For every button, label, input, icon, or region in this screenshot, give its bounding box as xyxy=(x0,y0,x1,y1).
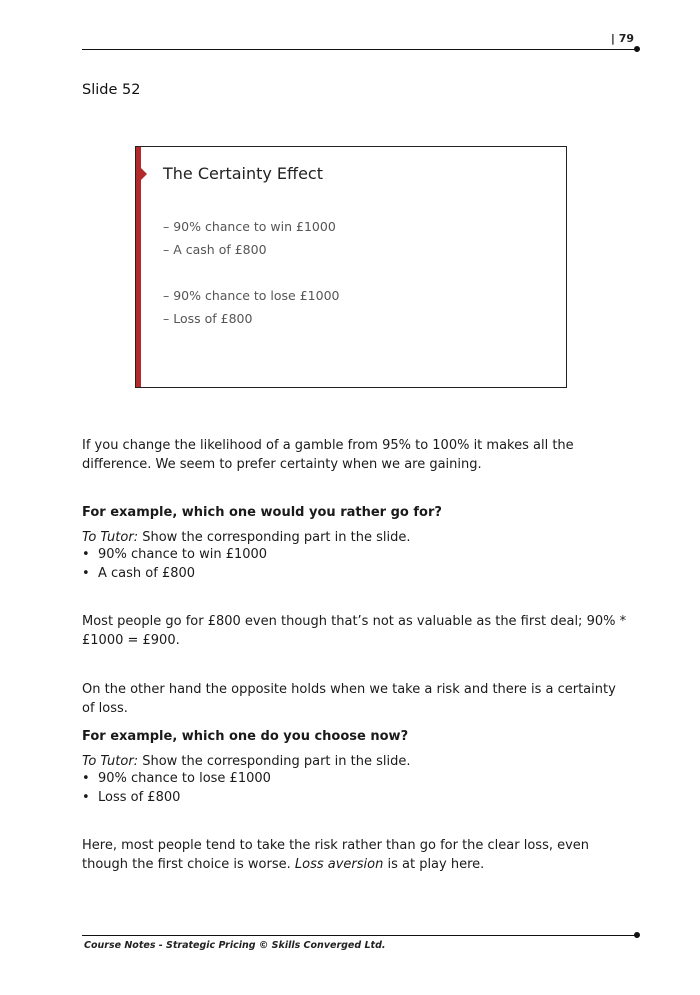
paragraph-2: Most people go for £800 even though that’s not as valuable as the first deal; 90% * £1000 = £900. xyxy=(82,614,627,648)
list-item: • A cash of £800 xyxy=(82,564,627,583)
slide-label: Slide 52 xyxy=(82,82,141,98)
slide-title: The Certainty Effect xyxy=(163,164,323,183)
example2-list xyxy=(82,769,627,807)
footer-rule xyxy=(82,935,637,936)
footer-text: Course Notes - Strategic Pricing © Skills Converged Ltd. xyxy=(84,940,386,951)
tutor-text: Show the corresponding part in the slide. xyxy=(138,530,411,545)
slide-arrow-icon xyxy=(140,167,147,181)
example1-heading: For example, which one would you rather go for? xyxy=(82,505,442,520)
slide-thumbnail xyxy=(135,146,567,388)
header-rule xyxy=(82,49,637,50)
paragraph-3: On the other hand the opposite holds when we take a risk and there is a certainty of loss. xyxy=(82,682,616,716)
tutor-label: To Tutor: xyxy=(82,530,139,545)
list-item: • 90% chance to lose £1000 xyxy=(82,769,627,788)
slide-line: – Loss of £800 xyxy=(163,311,253,326)
closing-text: Here, most people tend to take the risk rather than go for the clear loss, even though the first choice is worse. xyxy=(82,838,590,872)
closing-paragraph xyxy=(82,836,627,874)
closing-text-end: is at play here. xyxy=(383,857,485,872)
tutor-text: Show the corresponding part in the slide. xyxy=(138,754,411,769)
slide-accent-bar xyxy=(136,147,141,387)
tutor-label: To Tutor: xyxy=(82,754,139,769)
list-item: • Loss of £800 xyxy=(82,788,627,807)
header-rule-dot xyxy=(634,46,640,52)
footer-rule-dot xyxy=(634,932,640,938)
example1-list xyxy=(82,545,627,583)
slide-line: – 90% chance to win £1000 xyxy=(163,219,336,234)
intro-paragraph: If you change the likelihood of a gamble from 95% to 100% it makes all the difference. We seem to prefer certainty when we are gaining. xyxy=(82,438,574,472)
page-number: | 79 xyxy=(610,32,634,45)
slide-line: – 90% chance to lose £1000 xyxy=(163,288,340,303)
slide-line: – A cash of £800 xyxy=(163,242,267,257)
example2-heading: For example, which one do you choose now? xyxy=(82,729,409,744)
list-item: • 90% chance to win £1000 xyxy=(82,545,627,564)
loss-aversion-term: Loss aversion xyxy=(294,857,384,872)
